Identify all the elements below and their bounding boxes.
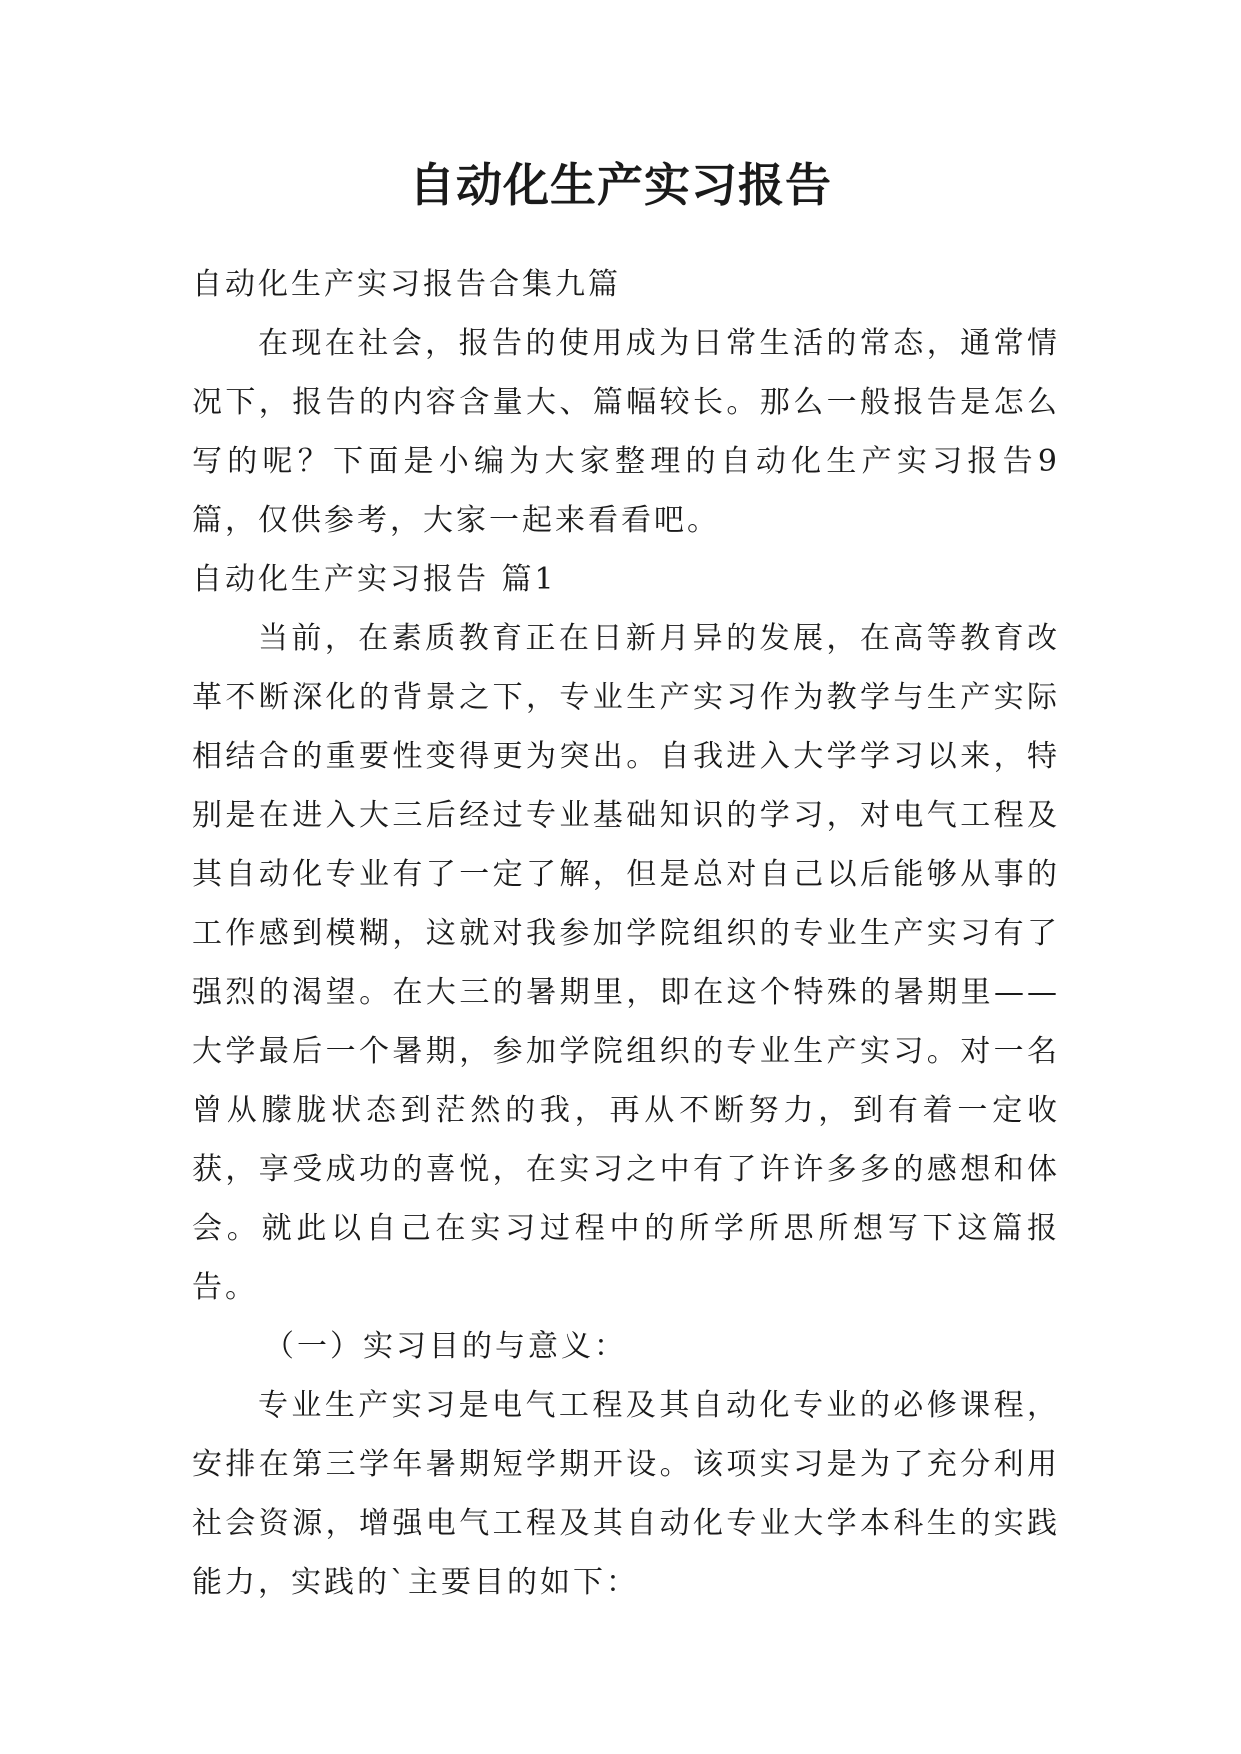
document-subtitle: 自动化生产实习报告合集九篇 xyxy=(192,267,621,302)
subsection-heading-purpose: （一）实习目的与意义： xyxy=(264,1329,627,1364)
body-paragraph-purpose: 专业生产实习是电气工程及其自动化专业的必修课程，安排在第三学年暑期短学期开设。该项实习是为了充分利用社会资源，增强电气工程及其自动化专业大学本科生的实践能力，实践的`主要目的如下： xyxy=(192,1388,1060,1600)
document-body xyxy=(192,255,1060,1612)
section-heading-part1: 自动化生产实习报告 篇1 xyxy=(192,562,557,597)
intro-paragraph: 在现在社会，报告的使用成为日常生活的常态，通常情况下，报告的内容含量大、篇幅较长。那么一般报告是怎么写的呢？下面是小编为大家整理的自动化生产实习报告9篇，仅供参考，大家一起来看看吧。 xyxy=(192,326,1060,538)
document-title: 自动化生产实习报告 xyxy=(409,158,832,212)
body-paragraph: 当前，在素质教育正在日新月异的发展，在高等教育改革不断深化的背景之下，专业生产实习作为教学与生产实际相结合的重要性变得更为突出。自我进入大学学习以来，特别是在进入大三后经过专业基础知识的学习，对电气工程及其自动化专业有了一定了解，但是总对自己以后能够从事的工作感到模糊，这就对我参加学院组织的专业生产实习有了强烈的渴望。在大三的暑期里，即在这个特殊的暑期里——大学最后一个暑期，参加学院组织的专业生产实习。对一名曾从朦胧状态到茫然的我，再从不断努力，到有着一定收获，享受成功的喜悦，在实习之中有了许许多多的感想和体会。就此以自己在实习过程中的所学所思所想写下这篇报告。 xyxy=(192,621,1060,1305)
